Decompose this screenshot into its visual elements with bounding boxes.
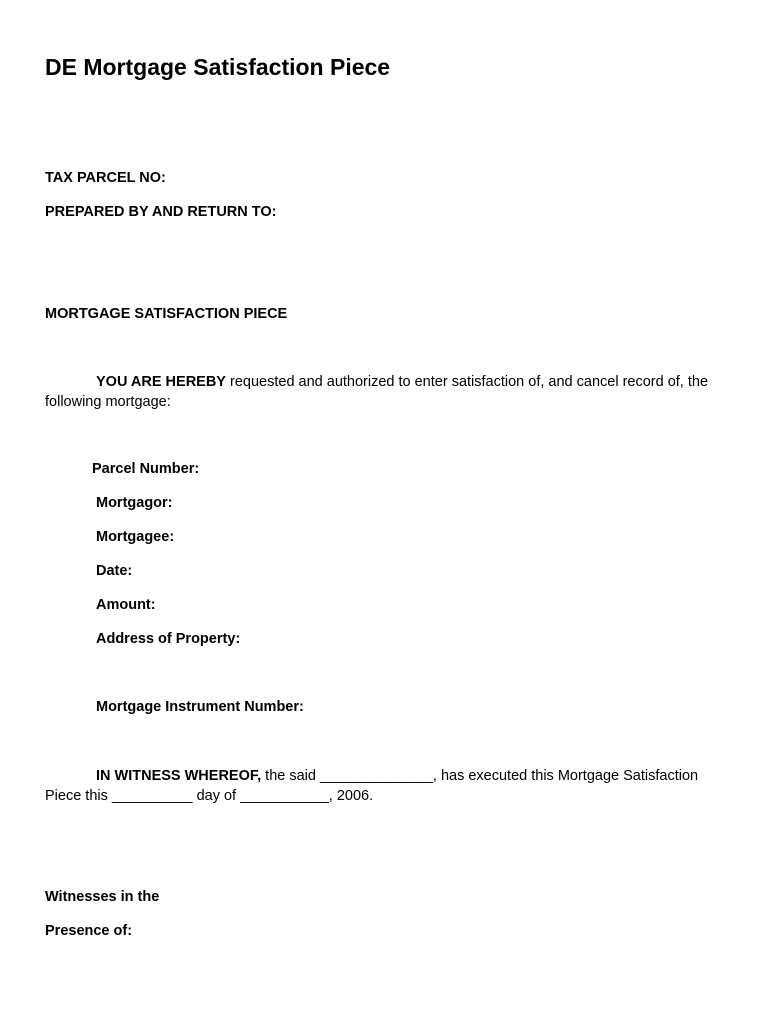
witness-paragraph: [45, 766, 725, 806]
request-paragraph-text: requested and authorized to enter satisfaction of, and cancel record of, the following mortgage:: [45, 374, 709, 410]
parcel-number-label: Parcel Number:: [92, 461, 200, 477]
date-label: Date:: [96, 563, 133, 579]
request-paragraph-lead: YOU ARE HEREBY: [96, 374, 226, 390]
amount-label: Amount:: [96, 597, 156, 613]
witnesses-label-line2: Presence of:: [45, 923, 133, 939]
request-paragraph: [45, 372, 725, 412]
witness-paragraph-text: the said ______________, has executed this Mortgage Satisfaction Piece this __________ day of ___________, 2006.: [45, 768, 699, 804]
address-of-property-label: Address of Property:: [96, 631, 241, 647]
prepared-by-label: PREPARED BY AND RETURN TO:: [45, 204, 277, 220]
section-heading: MORTGAGE SATISFACTION PIECE: [45, 306, 288, 322]
mortgagee-label: Mortgagee:: [96, 529, 175, 545]
witnesses-label-line1: Witnesses in the: [45, 889, 160, 905]
mortgagor-label: Mortgagor:: [96, 495, 173, 511]
mortgage-instrument-number-label: Mortgage Instrument Number:: [96, 699, 304, 715]
tax-parcel-label: TAX PARCEL NO:: [45, 170, 166, 186]
document-title: DE Mortgage Satisfaction Piece: [45, 54, 391, 80]
witness-paragraph-lead: IN WITNESS WHEREOF,: [96, 768, 262, 784]
